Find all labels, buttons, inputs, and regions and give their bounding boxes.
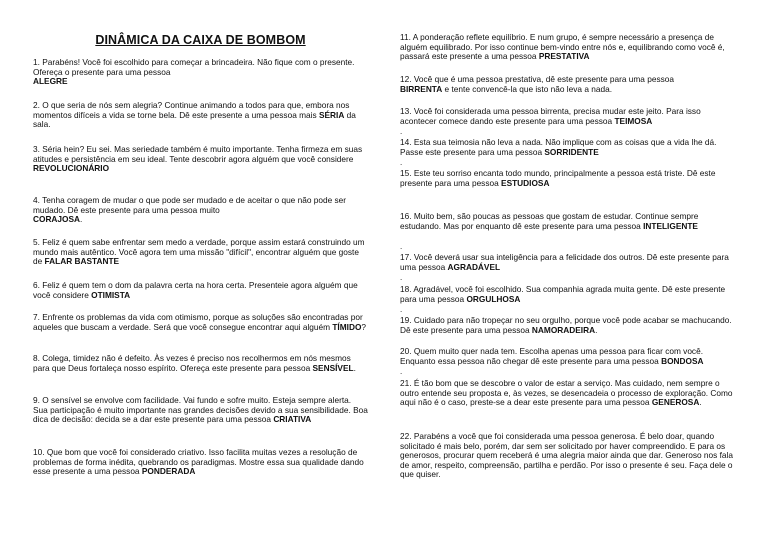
list-item: 14. Esta sua teimosia não leva a nada. Não implique com as coisas que a vida lhe dá. Passe este presente para uma pessoa SORRIDENTE	[400, 137, 717, 157]
list-item: 19. Cuidado para não tropeçar no seu orgulho, porque você pode acabar se machucando. Dê este presente para uma pessoa NAMORADEIRA.	[400, 315, 732, 335]
list-item: 11. A ponderação reflete equilíbrio. E num grupo, é sempre necessário a presença de alguém equilibrado. Por isso continue bem-vindo entre nós e, equilibrando como você é, passará este presente a uma pessoa PRESTATIVA	[400, 32, 725, 62]
list-item: 15. Este teu sorriso encanta todo mundo, principalmente a pessoa está triste. Dê este presente para uma pessoa ESTUDIOSA	[400, 168, 716, 188]
list-item: 9. O sensível se envolve com facilidade. Vai fundo e sofre muito. Esteja sempre alerta. Sua participação é muito importante nas grandes decisões devido a sua sensibilidade. Boa dica de decisão: decida se a dar este presente para uma pessoa CRIATIVA	[33, 395, 368, 425]
list-item: 3. Séria hein? Eu sei. Mas seriedade também é muito importante. Tenha firmeza em suas atitudes e persistência em seu ideal. Tente descobrir agora alguém que você considere REVOLUCIONÁRIO	[33, 144, 363, 174]
list-item: 10. Que bom que você foi considerado criativo. Isso facilita muitas vezes a resolução de problemas de forma inédita, quebrando os paradigmas. Mostre essa sua qualidade dando esse presente a uma pessoa PONDERADA	[33, 447, 364, 477]
list-item: 5. Feliz é quem sabe enfrentar sem medo a verdade, porque assim estará construindo um mundo mais autêntico. Você agora tem uma missão "difícil", encontrar alguém que goste de FALAR BASTANTE	[33, 237, 365, 267]
document-title: DINÂMICA DA CAIXA DE BOMBOM	[95, 33, 306, 47]
list-item: 2. O que seria de nós sem alegria? Continue animando a todos para que, embora nos momentos difíceis a vida se torne bela. Dê este presente a uma pessoa mais SÉRIA da sala.	[33, 100, 356, 130]
stray-dot: .	[400, 305, 403, 314]
list-item: 18. Agradável, você foi escolhido. Sua companhia agrada muita gente. Dê este presente para uma pessoa ORGULHOSA	[400, 284, 726, 304]
stray-dot: .	[400, 273, 403, 282]
list-item: 13. Você foi considerada uma pessoa birrenta, precisa mudar este jeito. Para isso acontecer comece dando este presente para uma pessoa TEIMOSA	[400, 106, 701, 126]
list-item: 7. Enfrente os problemas da vida com otimismo, porque as soluções são encontradas por aqueles que buscam a verdade. Será que você consegue encontrar aqui alguém TÍMIDO?	[33, 312, 367, 332]
list-item: 20. Quem muito quer nada tem. Escolha apenas uma pessoa para ficar com você. Enquanto essa pessoa não chegar dê este presente para uma pessoa BONDOSA	[400, 346, 704, 366]
list-item: 8. Colega, timidez não é defeito. Às vezes é preciso nos recolhermos em nós mesmos para que Deus fortaleça nosso espírito. Ofereça este presente para pessoa SENSÍVEL.	[33, 353, 356, 373]
list-item: 17. Você deverá usar sua inteligência para a felicidade dos outros. Dê este presente para uma pessoa AGRADÁVEL	[400, 252, 729, 272]
stray-dot: .	[400, 158, 403, 167]
list-item: 6. Feliz é quem tem o dom da palavra certa na hora certa. Presenteie agora alguém que você considere OTIMISTA	[33, 280, 358, 300]
stray-dot: .	[400, 242, 403, 251]
list-item: 12. Você que é uma pessoa prestativa, dê este presente para uma pessoa BIRRENTA e tente convencê-la que isto não leva a nada.	[400, 74, 674, 94]
list-item: 4. Tenha coragem de mudar o que pode ser mudado e de aceitar o que não pode ser mudado. Dê este presente para uma pessoa muito CORAJOSA.	[33, 195, 347, 225]
list-item: 22. Parabéns a você que foi considerada uma pessoa generosa. É belo doar, quando solicitado é mais belo, porém, dar sem ser solicitado por haver compreendido. E para os generosos, procurar quem receberá é uma alegria maior ainda que dar. Generoso nos fala de amor, respeito, compreensão, partilha e perdão. Por isso o presente é seu. Faça dele o que quiser.	[400, 431, 733, 480]
list-item: 1. Parabéns! Você foi escolhido para começar a brincadeira. Não fique com o presente. Ofereça o presente para uma pessoa ALEGRE	[33, 57, 355, 87]
list-item: 21. É tão bom que se descobre o valor de estar a serviço. Mas cuidado, nem sempre o outro entende seu proposta e, às vezes, se desencadeia o processo de exploração. Como aqui não é o caso, preste-se a dear este presente para uma pessoa GENEROSA.	[400, 378, 733, 408]
stray-dot: .	[400, 367, 403, 376]
list-item: 16. Muito bem, são poucas as pessoas que gostam de estudar. Continue sempre estudando. Mas por enquanto dê este presente para uma pessoa INTELIGENTE	[400, 211, 699, 231]
stray-dot: .	[400, 127, 403, 136]
